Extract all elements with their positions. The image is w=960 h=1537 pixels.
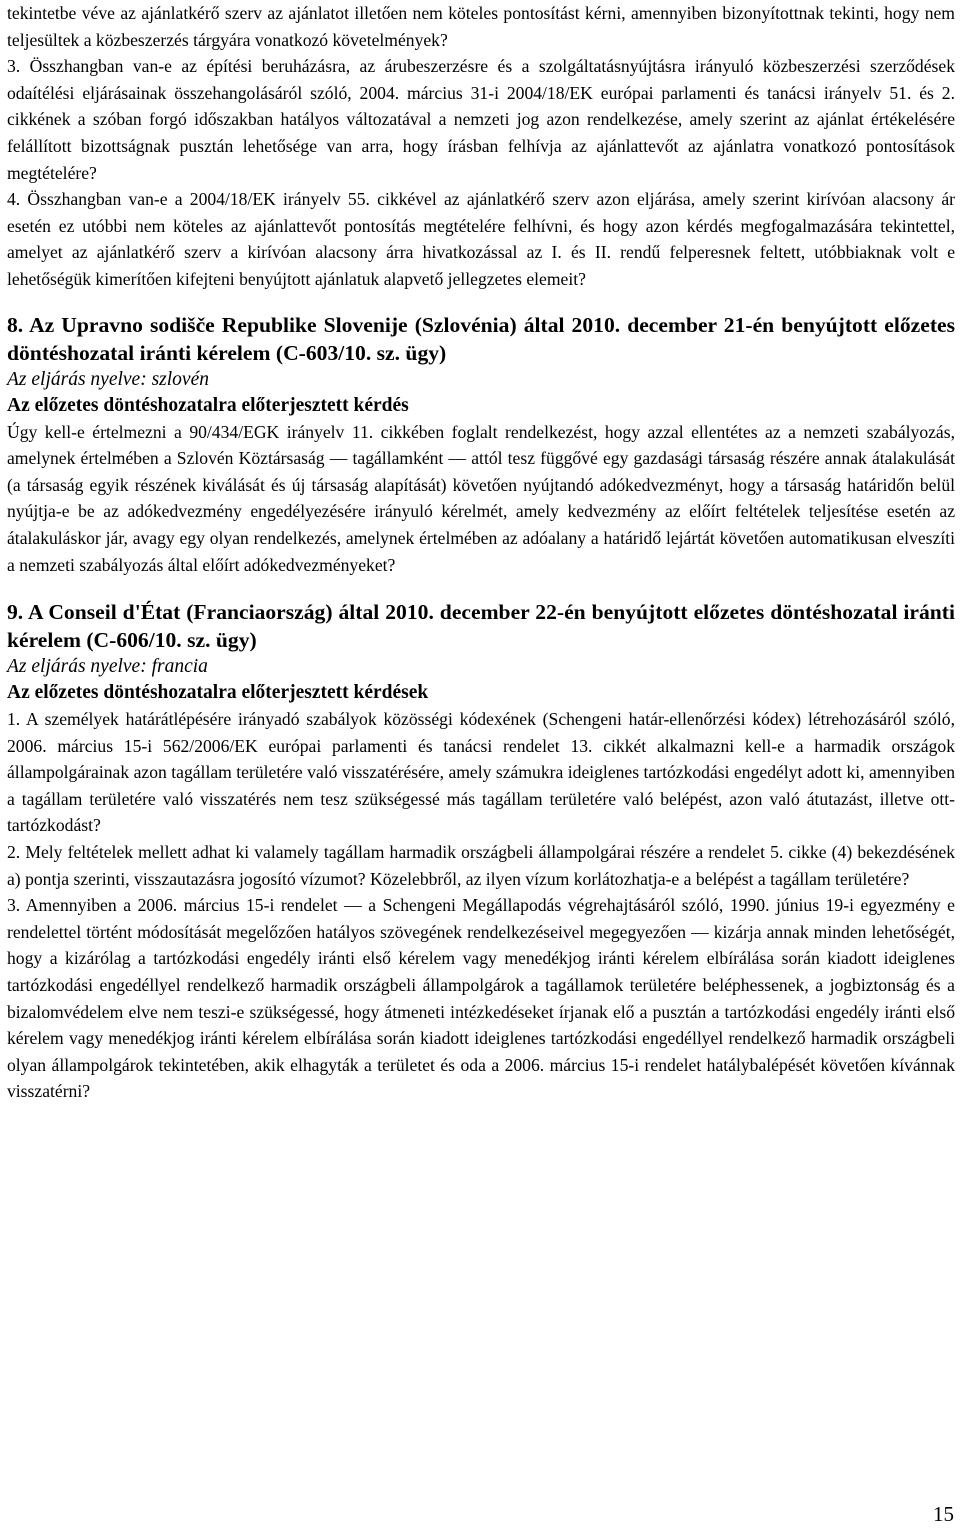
page-number: 15 bbox=[933, 1502, 954, 1526]
case-8-question: Úgy kell-e értelmezni a 90/434/EGK irányelv 11. cikkében foglalt rendelkezést, hogy azzal ellentétes az a nemzeti szabályozás, amelynek értelmében a Szlovén Köztársaság — tagállamként — attól tesz függővé egy gazdasági társaság részére annak átalakulását (a társaság egyik részének kiválását és új társaság alapítását) követően nyújtandó adókedvezményt, hogy a társaság határidőn belül nyújtja-e be az adókedvezmény engedélyezésére irányuló kérelmét, amely kedvezmény az előírt feltételek teljesítése esetén az átalakuláskor jár, avagy egy olyan rendelkezés, amelynek értelmében az adóalany a határidő lejártát követően automatikusan elveszíti a nemzeti szabályozás által előírt adókedvezményeket? bbox=[7, 421, 955, 575]
question-4-paragraph: 4. Összhangban van-e a 2004/18/EK irányelv 55. cikkével az ajánlatkérő szerv azon eljárása, amely szerint kirívóan alacsony ár esetén ez utóbbi nem köteles az ajánlattevőt pontosítás megtételére felhívni, és hogy azon kérdés megfogalmazására tekintettel, amelyet az ajánlatkérő szerv a kirívóan alacsony árra hivatkozással az I. és II. rendű felperesnek feltett, utóbbiaknak volt e lehetőségük kimerítően kifejteni benyújtott ajánlatuk alapvető jellegzetes elemeit? bbox=[7, 189, 955, 289]
case-9-question-3: 3. Amennyiben a 2006. március 15-i rendelet — a Schengeni Megállapodás végrehajtásáról szóló, 1990. június 19-i egyezmény e rendelettel történt módosítását megelőzően hatályos szövegének rendelkezéseivel megegyezően — kizárja annak minden lehetőségét, hogy a kizárólag a tartózkodási engedély iránti első kérelem vagy menedékjog iránti kérelem elbírálása során kiadott ideiglenes tartózkodási engedéllyel rendelkező harmadik országbeli állampolgárok a tagállamok területére beléphessenek, a jogbiztonság és a bizalomvédelem elve nem teszi-e szükségessé, hogy átmeneti intézkedéseket írjanak elő a pusztán a tartózkodási engedély iránti első kérelem vagy menedékjog iránti kérelem elbírálása során kiadott ideiglenes tartózkodási engedéllyel rendelkező harmadik országbeli olyan állampolgárok tekintetében, akik elhagyták a területet és oda a 2006. március 15-i rendelet hatálybalépését követően kívánnak visszatérni? bbox=[7, 895, 955, 1102]
case-8-question-heading: Az előzetes döntéshozatalra előterjesztett kérdés bbox=[7, 394, 409, 416]
case-9-language: Az eljárás nyelve: francia bbox=[7, 656, 208, 678]
case-8-title: 8. Az Upravno sodišče Republike Slovenije (Szlovénia) által 2010. december 21-én benyújtott előzetes döntéshozatal iránti kérelem (C-603/10. sz. ügy) bbox=[7, 312, 955, 365]
case-8-section bbox=[7, 311, 955, 579]
case-9-title: 9. A Conseil d'État (Franciaország) által 2010. december 22-én benyújtott előzetes döntéshozatal iránti kérelem (C-606/10. sz. ügy) bbox=[7, 600, 955, 653]
case-9-question-1: 1. A személyek határátlépésére irányadó szabályok közösségi kódexének (Schengeni határ-ellenőrzési kódex) létrehozásáról szóló, 2006. március 15-i 562/2006/EK európai parlamenti és tanácsi rendelet 13. cikkét alkalmazni kell-e a harmadik országok állampolgárainak azon tagállam területére való visszatérésére, amely számukra ideiglenes tartózkodási engedélyt adott ki, amennyiben a tagállam területére való visszatérés nem tesz szükségessé más tagállam területére való belépést, azon való átutazást, illetve ott-tartózkodást? bbox=[7, 709, 955, 836]
question-3-paragraph: 3. Összhangban van-e az építési beruházásra, az árubeszerzésre és a szolgáltatásnyújtásra irányuló közbeszerzési szerződések odaítélési eljárásainak összehangolásáról szóló, 2004. március 31-i 2004/18/EK európai parlamenti és tanácsi irányelv 51. és 2. cikkének a szóban forgó időszakban hatályos változatával a nemzeti jog azon rendelkezése, amely szerint az ajánlat értékelésére felállított bizottságnak pusztán lehetősége van arra, hogy írásban felhívja az ajánlattevőt az ajánlatra vonatkozó pontosítások megtételére? bbox=[7, 56, 955, 183]
case-9-section bbox=[7, 598, 955, 1105]
case-9-question-heading: Az előzetes döntéshozatalra előterjesztett kérdések bbox=[7, 682, 429, 704]
continuation-section bbox=[7, 0, 955, 293]
case-8-language: Az eljárás nyelve: szlovén bbox=[7, 368, 209, 390]
document-page bbox=[7, 0, 955, 1105]
case-9-question-2: 2. Mely feltételek mellett adhat ki valamely tagállam harmadik országbeli állampolgárai részére a rendelet 5. cikke (4) bekezdésének a) pontja szerinti, visszautazásra jogosító vízumot? Közelebbről, az ilyen vízum korlátozhatja-e a belépést a tagállam területére? bbox=[7, 842, 955, 889]
continuation-paragraph: tekintetbe véve az ajánlatkérő szerv az ajánlatot illetően nem köteles pontosítást kérni, amennyiben bizonyítottnak tekinti, hogy nem teljesültek a közbeszerzés tárgyára vonatkozó követelmények? bbox=[7, 3, 955, 50]
